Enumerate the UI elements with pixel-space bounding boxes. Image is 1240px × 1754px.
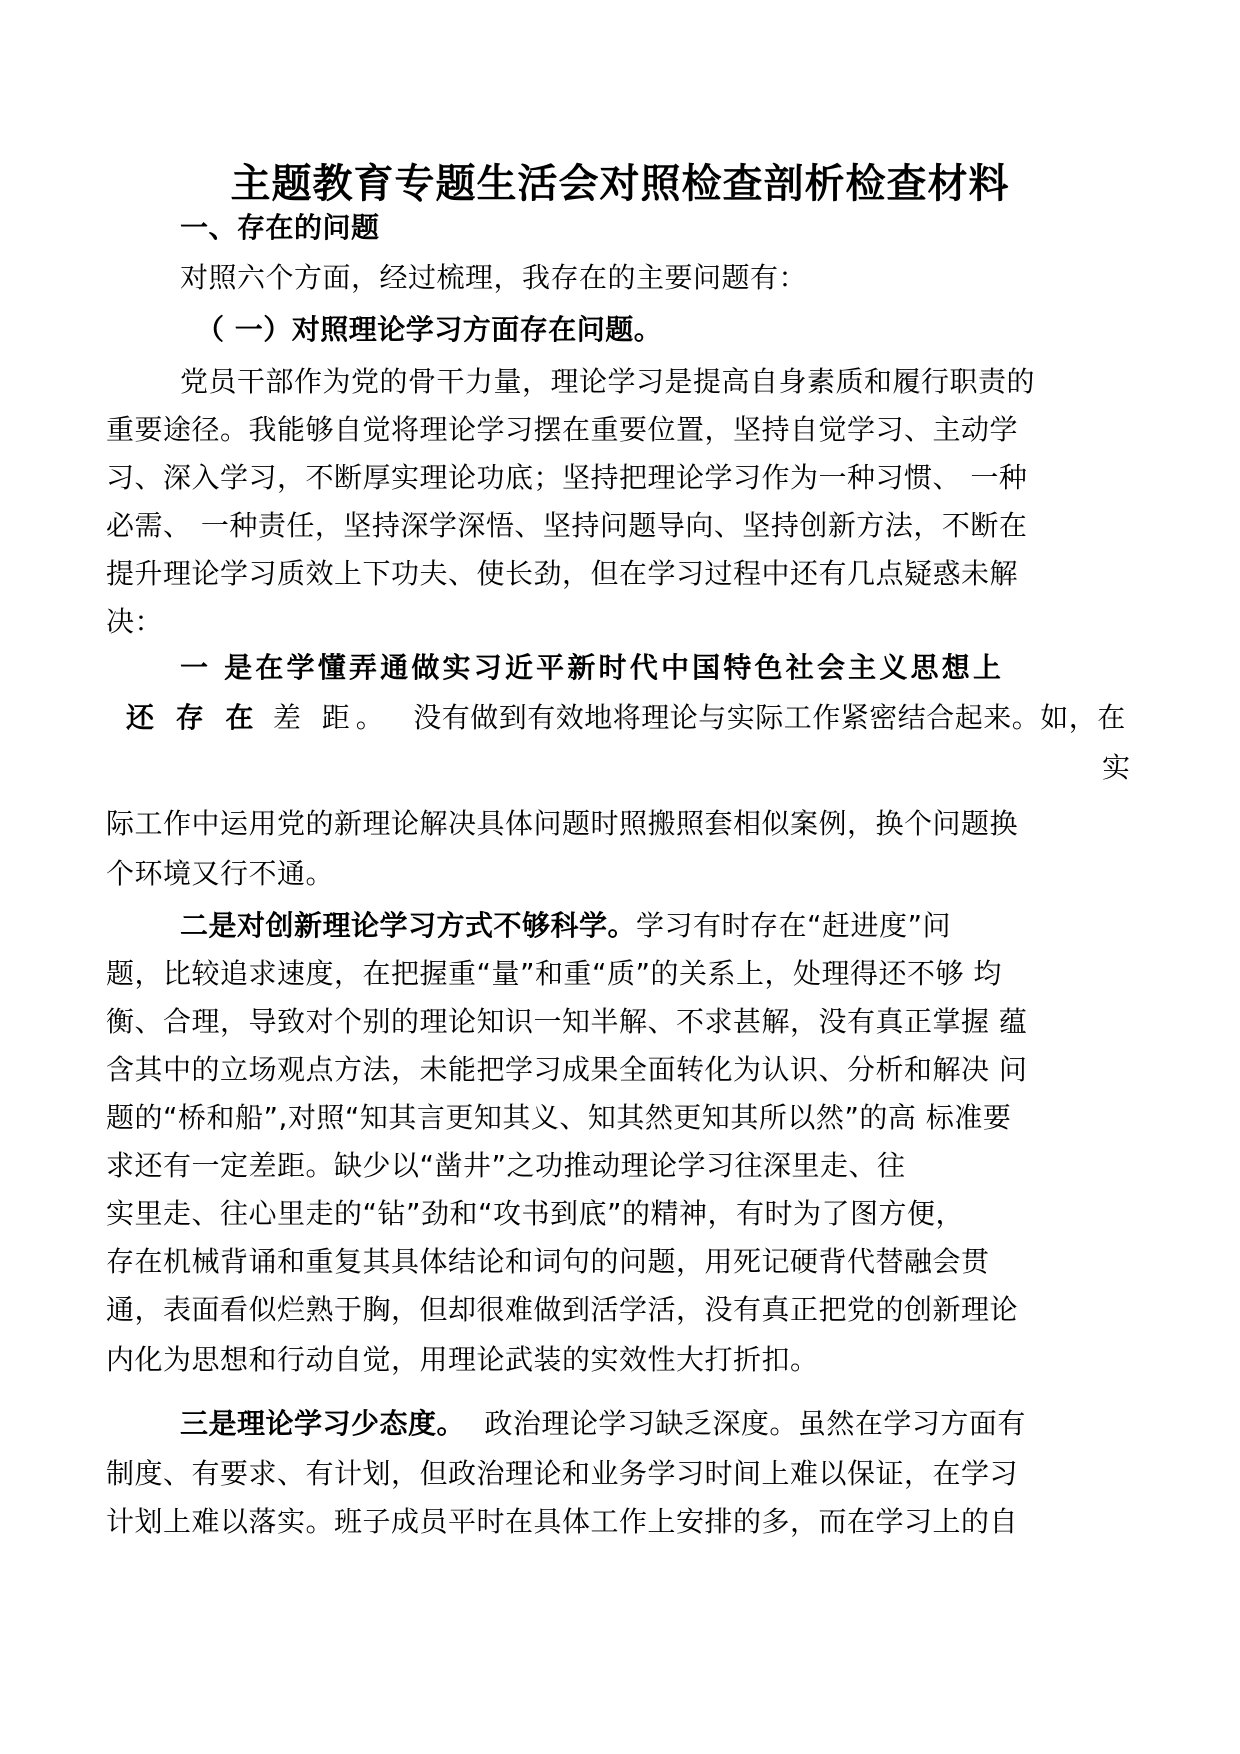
point1-line3: 实 [1102, 751, 1131, 784]
document-title: 主题教育专题生活会对照检查剖析检查材料 [230, 161, 1010, 207]
point2-line: 存在机械背诵和重复其具体结论和词句的问题，用死记硬背代替融会贯 [106, 1245, 990, 1278]
subheading: （ 一）对照理论学习方面存在问题。 [196, 313, 663, 346]
para1-line: 提升理论学习质效上下功夫、使长劲，但在学习过程中还有几点疑惑未解 [106, 557, 1019, 590]
point3-line: 制度、有要求、有计划，但政治理论和业务学习时间上难以保证，在学习 [106, 1457, 1019, 1490]
point2-line: 含其中的立场观点方法，未能把学习成果全面转化为认识、分析和解决 问 [106, 1053, 1028, 1086]
para1-line: 重要途径。我能够自觉将理论学习摆在重要位置，坚持自觉学习、主动学 [106, 413, 1019, 446]
point1-line2 [126, 698, 1126, 738]
point1-line4: 际工作中运用党的新理论解决具体问题时照搬照套相似案例，换个问题换 [106, 807, 1019, 840]
point2-line: 题，比较追求速度，在把握重“量”和重“质”的关系上，处理得还不够 均 [106, 957, 1002, 990]
point1-text: 没有做到有效地将理论与实际工作紧密结合起来。如，在 [413, 701, 1126, 734]
point2-heading: 二是对创新理论学习方式不够科学。 [180, 909, 637, 942]
point2-line: 求还有一定差距。缺少以“凿井”之功推动理论学习往深里走、往 [106, 1149, 906, 1182]
point2-line: 内化为思想和行动自觉，用理论武装的实效性大打折扣。 [106, 1343, 819, 1376]
intro-text: 对照六个方面，经过梳理，我存在的主要问题有： [180, 261, 808, 294]
para1-line: 决： [106, 605, 164, 638]
point3-heading: 三是理论学习少态度。 [180, 1407, 466, 1440]
point2-text: 学习有时存在“赶进度”问 [636, 909, 952, 942]
point2-line-first [180, 906, 951, 946]
point2-line: 通，表面看似烂熟于胸，但却很难做到活学活，没有真正把党的创新理论 [106, 1293, 1019, 1326]
point2-line: 题的“桥和船”,对照“知其言更知其义、知其然更知其所以然”的高 标准要 [106, 1101, 1012, 1134]
para1-line: 必需、 一种责任，坚持深学深悟、坚持问题导向、坚持创新方法，不断在 [106, 509, 1028, 542]
point1-heading-tail: 差 距。 [272, 701, 390, 734]
point3-line-first [180, 1404, 1026, 1444]
point1-line5: 个环境又行不通。 [106, 857, 335, 890]
section-heading: 一、存在的问题 [180, 211, 380, 244]
point2-line: 衡、合理，导致对个别的理论知识一知半解、不求甚解，没有真正掌握 蕴 [106, 1005, 1028, 1038]
point1-heading: 一 是在学懂弄通做实习近平新时代中国特色社会主义思想上 [180, 651, 1005, 684]
point1-heading-cont: 还 存 在 [126, 701, 260, 734]
para1-line: 党员干部作为党的骨干力量，理论学习是提高自身素质和履行职责的 [180, 365, 1036, 398]
para1-line: 习、深入学习，不断厚实理论功底；坚持把理论学习作为一种习惯、 一种 [106, 461, 1028, 494]
point2-line: 实里走、往心里走的“钻”劲和“攻书到底”的精神，有时为了图方便， [106, 1197, 965, 1230]
point3-line: 计划上难以落实。班子成员平时在具体工作上安排的多，而在学习上的自 [106, 1505, 1019, 1538]
point3-text: 政治理论学习缺乏深度。虽然在学习方面有 [484, 1407, 1026, 1440]
